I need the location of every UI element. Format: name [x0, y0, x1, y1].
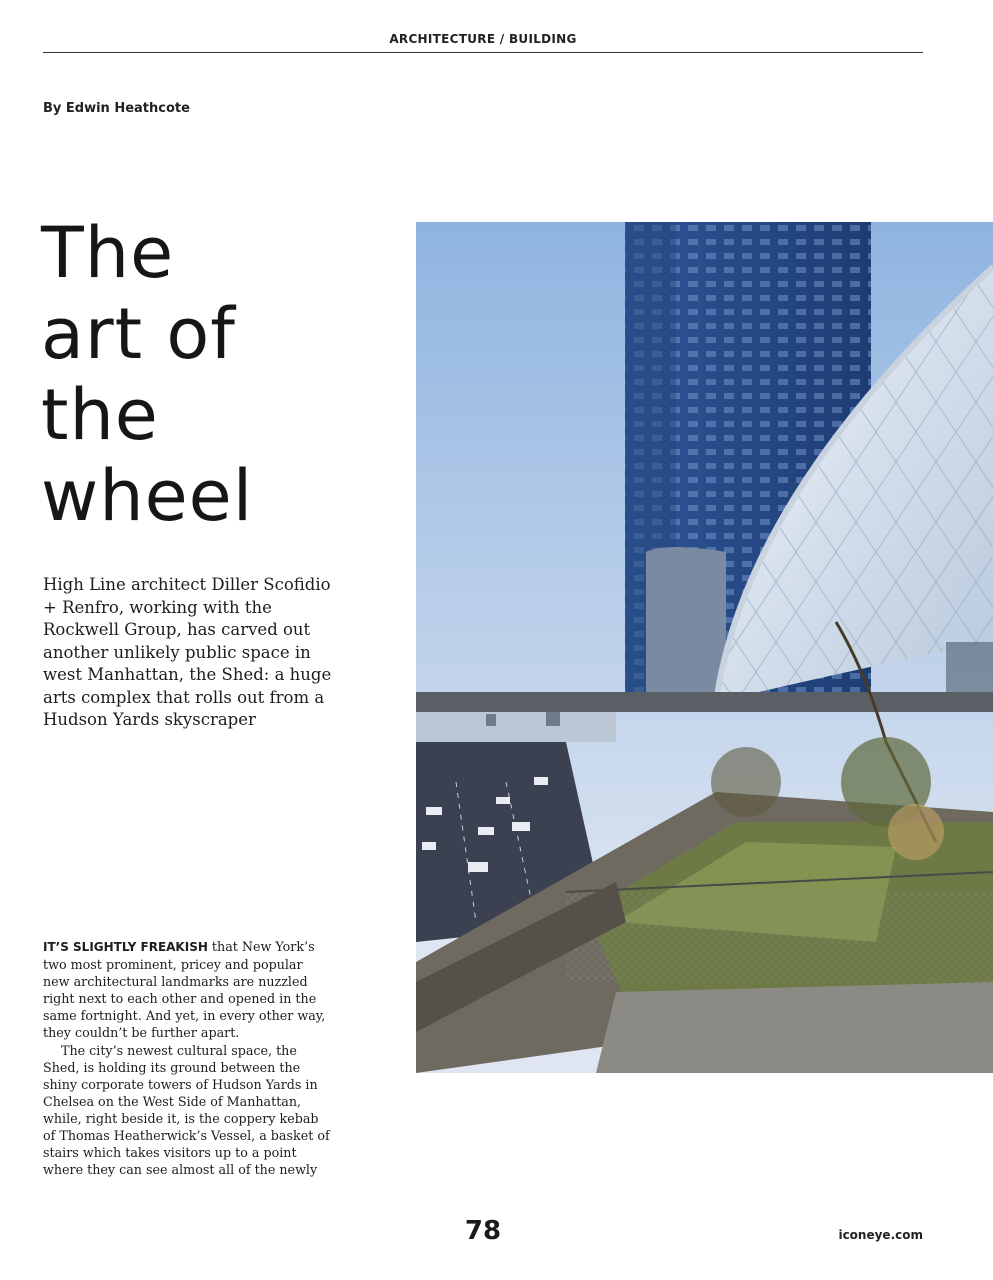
- body-paragraph: The city’s newest cultural space, the Shed, is holding its ground between the shiny corporate towers of Hudson Yards in Chelsea on the West Side of Manhattan, while, right beside it, is the coppery kebab of Thomas Heatherwick’s Vessel, a basket of stairs which takes visitors up to a point where they can see almost all of the newly: [43, 1042, 330, 1178]
- feature-photo: [416, 222, 993, 1073]
- page-number: 78: [464, 1216, 502, 1246]
- lead-in: IT’S SLIGHTLY FREAKISH: [43, 940, 208, 954]
- article-body: [43, 938, 333, 1178]
- elevated-deck: [416, 692, 993, 712]
- headline-line: The: [41, 212, 175, 294]
- standfirst: High Line architect Diller Scofidio + Renfro, working with the Rockwell Group, has carved out another unlikely public space in west Manhattan, the Shed: a huge arts complex that rolls out from a Hudson Yards skyscraper: [43, 575, 332, 729]
- website-url: iconeye.com: [838, 1228, 923, 1242]
- headline-line: art of: [41, 293, 236, 375]
- headline-line: the: [41, 374, 159, 456]
- header-rule: [43, 52, 923, 53]
- byline: By Edwin Heathcote: [43, 101, 190, 116]
- paragraph-text: that New York’s two most prominent, pricey and popular new architectural landmarks are nuzzled right next to each other and opened in the same fortnight. And yet, in every other way, they couldn’t be further apart.: [43, 939, 326, 1041]
- headline: [41, 213, 253, 537]
- headline-line: wheel: [41, 455, 254, 537]
- section-label: ARCHITECTURE / BUILDING: [389, 32, 577, 46]
- distant-skyline: [416, 712, 616, 742]
- body-paragraph: [43, 938, 333, 1042]
